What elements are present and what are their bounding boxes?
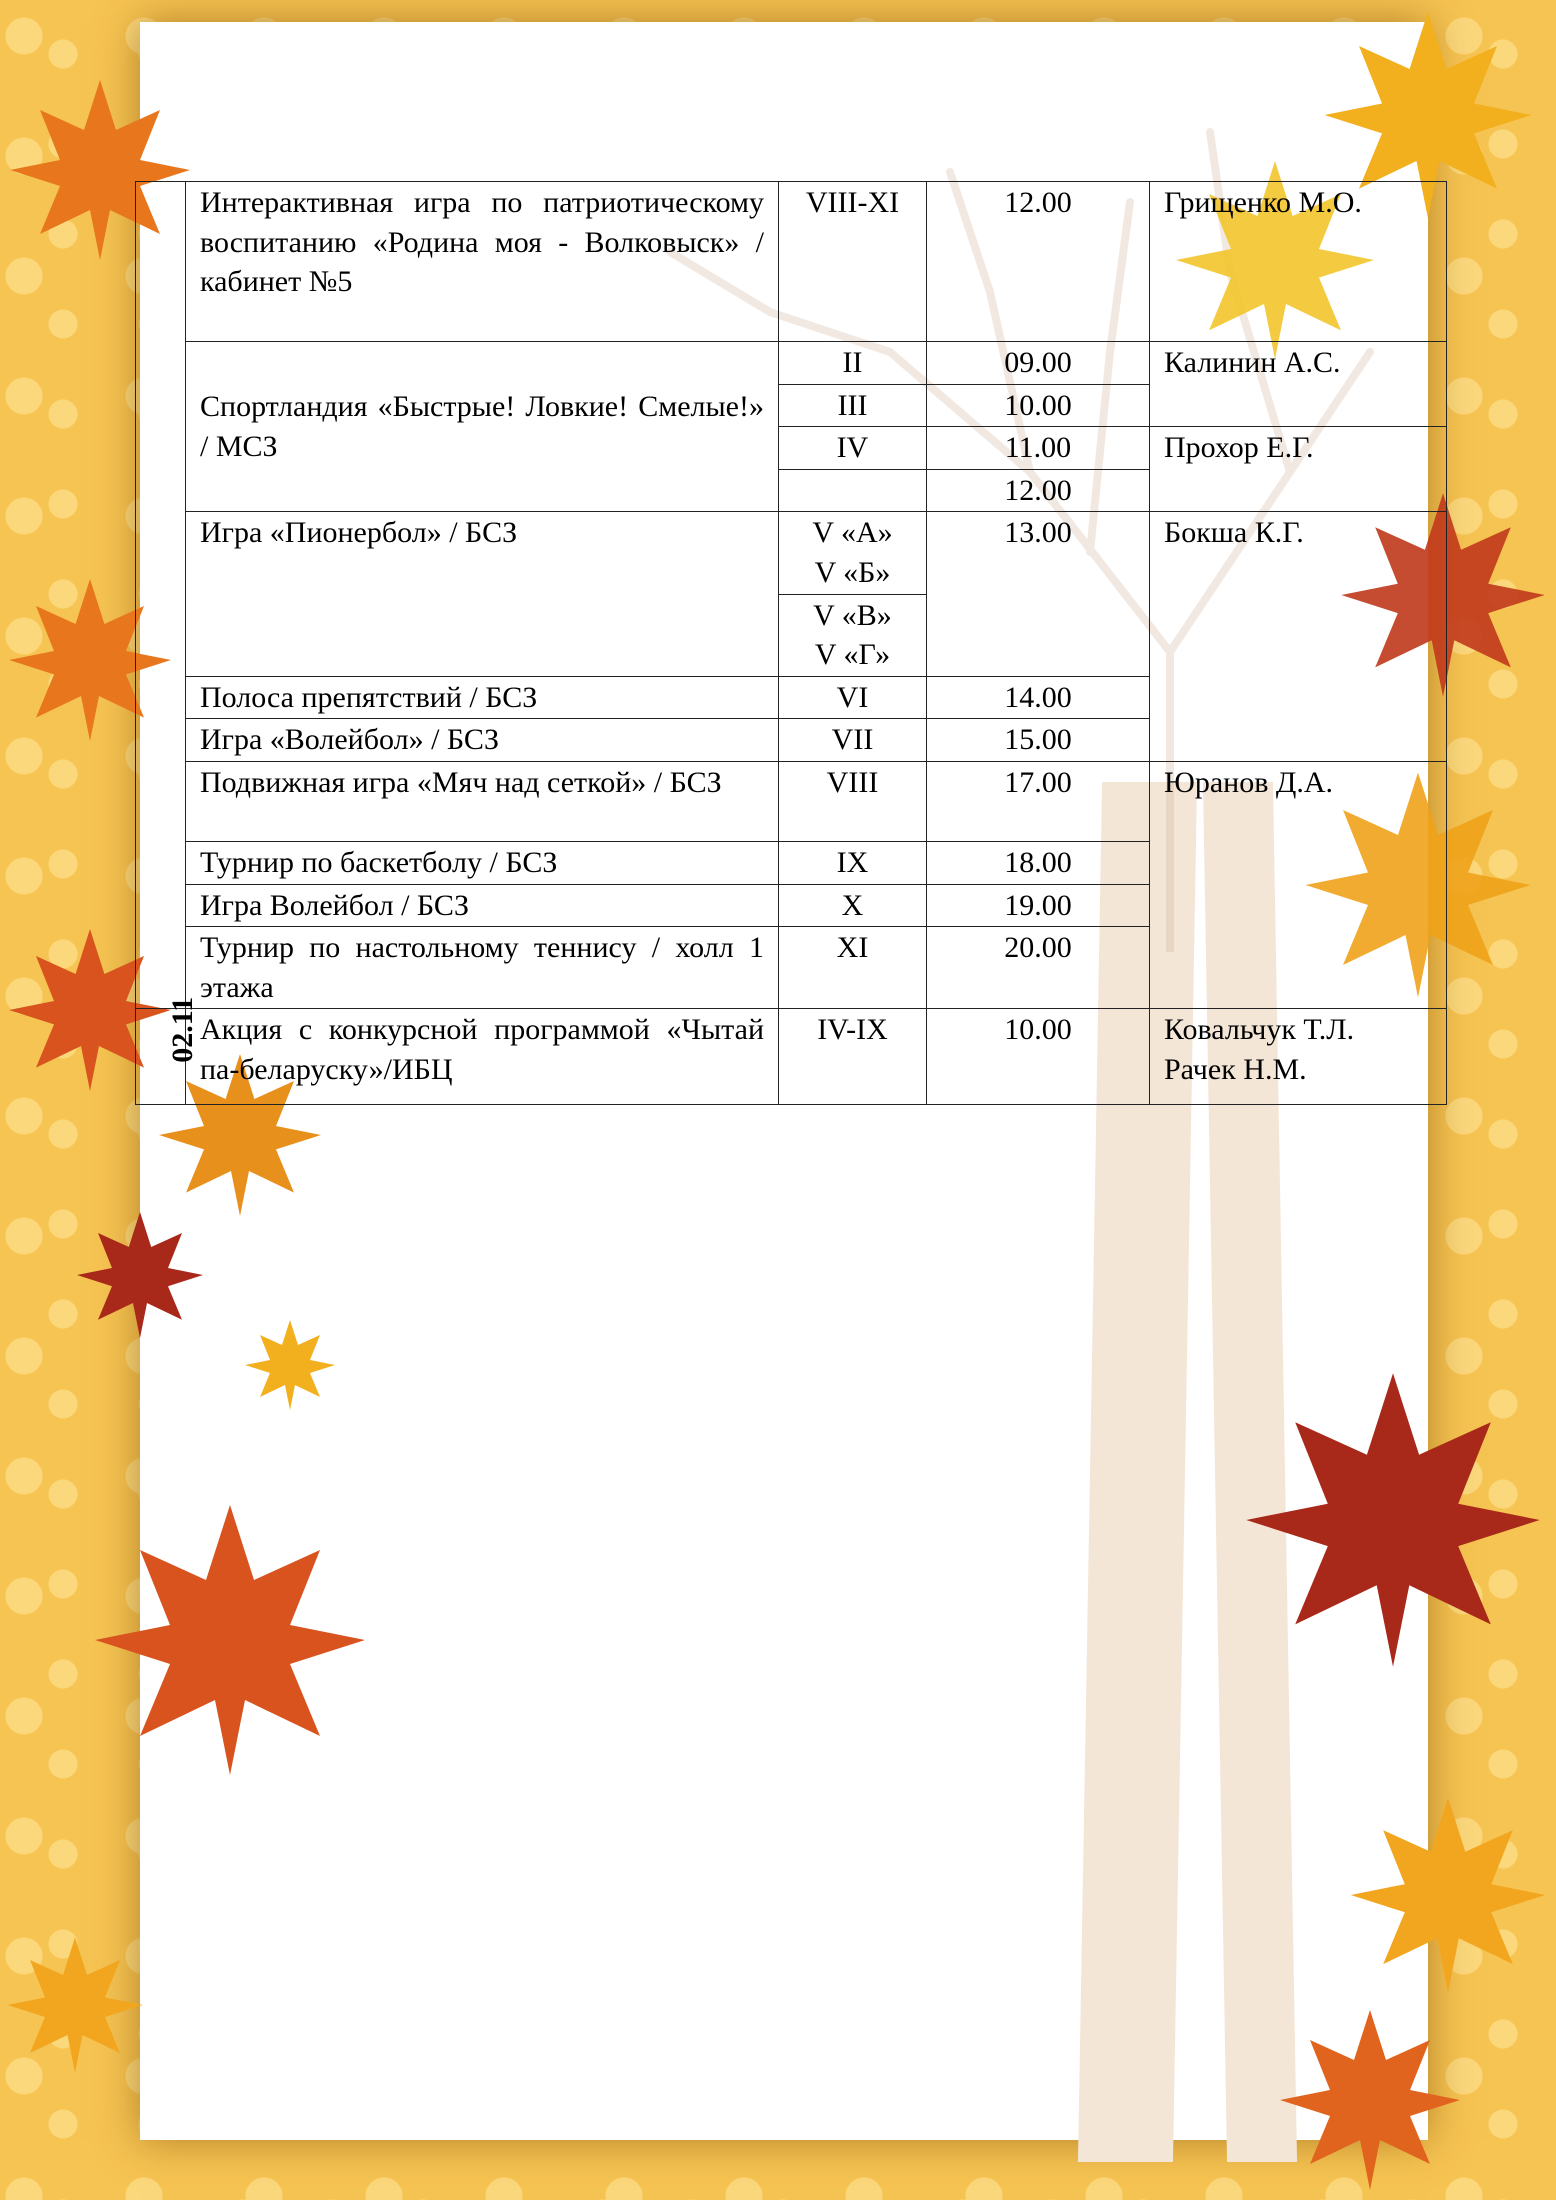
time-cell: 18.00 xyxy=(927,841,1150,884)
activity-cell: Интерактивная игра по патриотическому воспитанию «Родина моя - Волковыск» / кабинет №5 xyxy=(186,182,779,342)
activity-cell: Игра «Пионербол» / БСЗ xyxy=(186,512,779,676)
grade-line: V «А» xyxy=(812,516,893,550)
grade-cell xyxy=(779,594,927,676)
maple-leaf-icon xyxy=(80,1480,380,1800)
date-label: 02.11 xyxy=(166,997,200,1064)
grade-cell: VIII-XI xyxy=(779,182,927,342)
grade-cell: VIII xyxy=(779,761,927,841)
time-cell: 12.00 xyxy=(927,469,1150,512)
time-cell: 09.00 xyxy=(927,342,1150,385)
grade-cell: X xyxy=(779,884,927,927)
grade-cell: II xyxy=(779,342,927,385)
activity-cell: Игра Волейбол / БСЗ xyxy=(186,884,779,927)
time-cell: 20.00 xyxy=(927,927,1150,1009)
teacher-line: Рачек Н.М. xyxy=(1164,1052,1307,1086)
activity-cell: Спортландия «Быстрые! Ловкие! Смелые!» / МСЗ xyxy=(186,342,779,512)
date-cell xyxy=(136,997,200,1105)
activity-cell: Турнир по баскетболу / БСЗ xyxy=(186,841,779,884)
time-cell: 10.00 xyxy=(927,384,1150,427)
activity-cell: Акция с конкурсной программой «Чытай па-беларуску»/ИБЦ xyxy=(186,1009,779,1105)
grade-cell xyxy=(779,512,927,594)
table-row xyxy=(136,1009,1447,1105)
time-cell: 11.00 xyxy=(927,427,1150,470)
grade-line: V «В» xyxy=(813,598,892,632)
grade-cell: IV xyxy=(779,427,927,470)
grade-line: V «Б» xyxy=(814,555,891,589)
activity-cell: Турнир по настольному теннису / холл 1 этажа xyxy=(186,927,779,1009)
teacher-cell: Бокша К.Г. xyxy=(1150,512,1447,762)
date-cell-empty xyxy=(136,182,186,1009)
time-cell: 10.00 xyxy=(927,1009,1150,1105)
table-row xyxy=(136,761,1447,841)
teacher-cell: Грищенко М.О. xyxy=(1150,182,1447,342)
grade-cell: IX xyxy=(779,841,927,884)
grade-cell xyxy=(779,469,927,512)
teacher-cell xyxy=(1150,1009,1447,1105)
maple-leaf-icon xyxy=(1260,2000,1480,2200)
teacher-cell: Калинин А.С. xyxy=(1150,342,1447,427)
time-cell: 14.00 xyxy=(927,676,1150,719)
maple-leaf-icon xyxy=(1230,1330,1556,1710)
time-cell: 19.00 xyxy=(927,884,1150,927)
grade-line: V «Г» xyxy=(814,638,891,672)
teacher-line: Ковальчук Т.Л. xyxy=(1164,1013,1355,1047)
table-row xyxy=(136,342,1447,385)
grade-cell: VI xyxy=(779,676,927,719)
table-row xyxy=(136,512,1447,594)
maple-leaf-icon xyxy=(240,1310,340,1420)
maple-leaf-icon xyxy=(0,1920,150,2090)
schedule-table xyxy=(135,181,1447,1105)
time-cell: 17.00 xyxy=(927,761,1150,841)
maple-leaf-icon xyxy=(70,1200,210,1350)
maple-leaf-icon xyxy=(1340,1780,1556,2010)
grade-cell: XI xyxy=(779,927,927,1009)
grade-cell: IV-IX xyxy=(779,1009,927,1105)
time-cell: 15.00 xyxy=(927,719,1150,762)
activity-cell: Подвижная игра «Мяч над сеткой» / БСЗ xyxy=(186,761,779,841)
activity-cell: Игра «Волейбол» / БСЗ xyxy=(186,719,779,762)
teacher-cell: Юранов Д.А. xyxy=(1150,761,1447,1008)
grade-cell: VII xyxy=(779,719,927,762)
activity-cell: Полоса препятствий / БСЗ xyxy=(186,676,779,719)
time-cell: 12.00 xyxy=(927,182,1150,342)
teacher-cell: Прохор Е.Г. xyxy=(1150,427,1447,512)
table-row xyxy=(136,182,1447,342)
grade-cell: III xyxy=(779,384,927,427)
time-cell: 13.00 xyxy=(927,512,1150,676)
